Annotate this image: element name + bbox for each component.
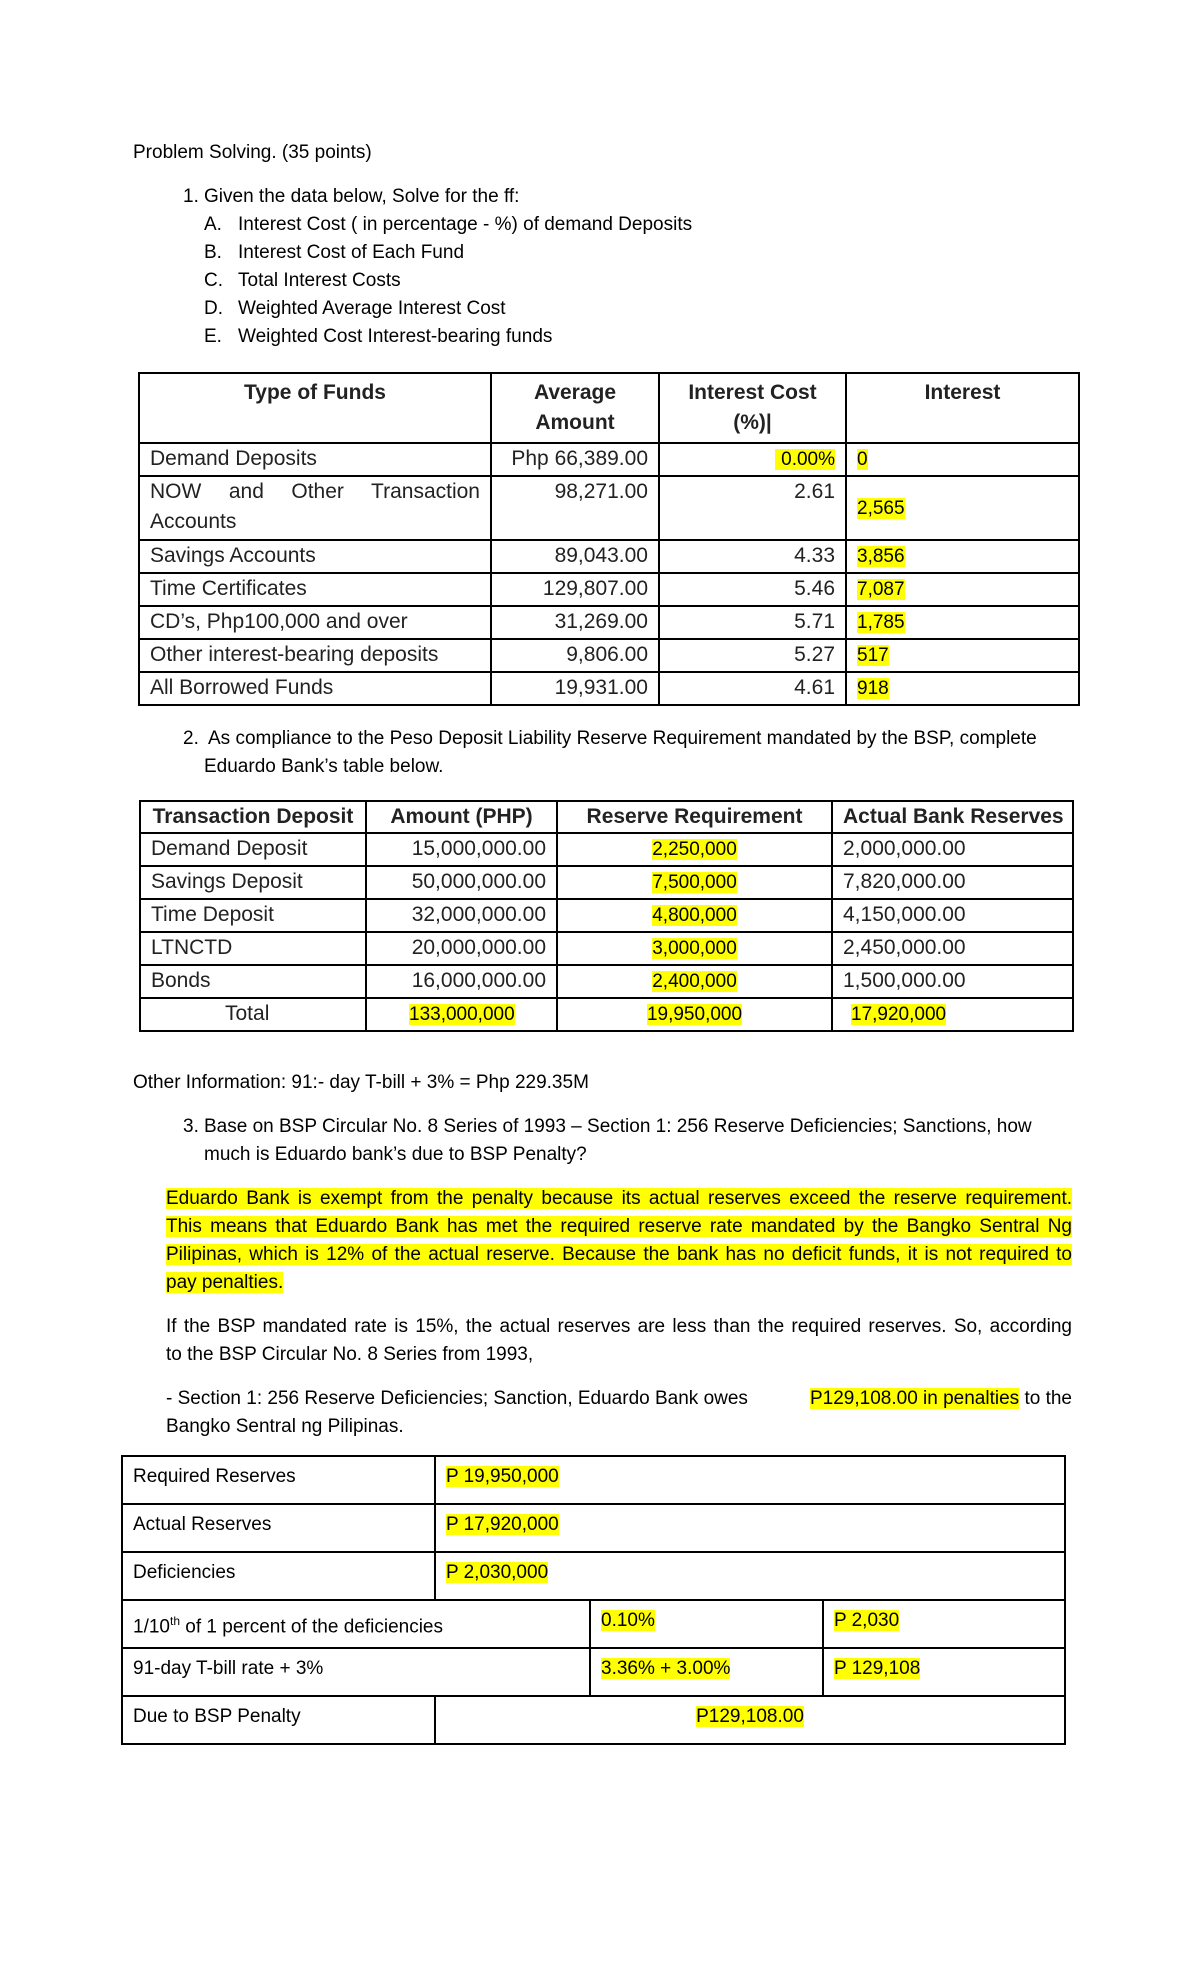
column-header: Transaction Deposit bbox=[140, 801, 366, 833]
column-header: Reserve Requirement bbox=[557, 801, 832, 833]
question-2-number: 2. bbox=[183, 728, 199, 749]
answer-paragraph-1: Eduardo Bank is exempt from the penalty because its actual reserves exceed the reserve requirement. This means that Eduardo Bank has met the required reserve rate mandated by the Bangko Sentral Ng Pilipinas, which is 12% of the actual reserve. Because the bank has no deficit funds, it is not required to pay penalties. bbox=[166, 1188, 1072, 1293]
table-row: All Borrowed Funds 19,931.00 4.61 918 bbox=[139, 672, 1079, 705]
question-3-line-1: Base on BSP Circular No. 8 Series of 1993 – Section 1: 256 Reserve Deficiencies; Sanctions, how bbox=[204, 1116, 1032, 1137]
question-2-line-2: Eduardo Bank’s table below. bbox=[204, 756, 444, 777]
answer-paragraph-2: If the BSP mandated rate is 15%, the actual reserves are less than the required reserves. So, according to the BSP Circular No. 8 Series from 1993, bbox=[166, 1316, 1072, 1365]
column-header: Type of Funds bbox=[139, 373, 491, 443]
list-item: D. Weighted Average Interest Cost bbox=[204, 298, 506, 319]
penalty-table bbox=[121, 1455, 1066, 1745]
funds-table bbox=[138, 372, 1080, 706]
table-row: Deficiencies P 2,030,000 bbox=[122, 1552, 1065, 1600]
table-row: Savings Accounts 89,043.00 4.33 3,856 bbox=[139, 540, 1079, 573]
table-row: Savings Deposit 50,000,000.00 7,500,000 7,820,000.00 bbox=[140, 866, 1073, 899]
list-item: A. Interest Cost ( in percentage - %) of demand Deposits bbox=[204, 214, 693, 235]
column-header: Interest Cost (%)| bbox=[659, 373, 846, 443]
list-item: B. Interest Cost of Each Fund bbox=[204, 242, 465, 263]
other-information: Other Information: 91:- day T-bill + 3% = Php 229.35M bbox=[133, 1072, 589, 1093]
reserve-table bbox=[139, 800, 1074, 1032]
column-header: Amount (PHP) bbox=[366, 801, 557, 833]
table-row: Actual Reserves P 17,920,000 bbox=[122, 1504, 1065, 1552]
table-row: Demand Deposits Php 66,389.00 0.00% 0 bbox=[139, 443, 1079, 476]
answer-paragraph-3: - Section 1: 256 Reserve Deficiencies; Sanction, Eduardo Bank owes P129,108.00 in penalties to the Bangko Sentral ng Pilipinas. bbox=[166, 1388, 1072, 1437]
column-header: Average Amount bbox=[491, 373, 659, 443]
question-3-number: 3. bbox=[183, 1116, 199, 1137]
page-heading: Problem Solving. (35 points) bbox=[133, 142, 372, 163]
table-row: Due to BSP Penalty P129,108.00 bbox=[122, 1696, 1065, 1744]
table-row: CD’s, Php100,000 and over 31,269.00 5.71 1,785 bbox=[139, 606, 1079, 639]
table-row: 1/10th of 1 percent of the deficiencies 0.10% P 2,030 bbox=[122, 1600, 1065, 1648]
list-item: C. Total Interest Costs bbox=[204, 270, 401, 291]
table-row: LTNCTD 20,000,000.00 3,000,000 2,450,000.00 bbox=[140, 932, 1073, 965]
question-1-text: Given the data below, Solve for the ff: bbox=[204, 186, 520, 207]
column-header: Actual Bank Reserves bbox=[832, 801, 1073, 833]
list-item: E. Weighted Cost Interest-bearing funds bbox=[204, 326, 553, 347]
table-row: Required Reserves P 19,950,000 bbox=[122, 1456, 1065, 1504]
question-3-line-2: much is Eduardo bank’s due to BSP Penalty? bbox=[204, 1144, 587, 1165]
question-1-number: 1. bbox=[183, 186, 199, 207]
table-row-total: Total 133,000,000 19,950,000 17,920,000 bbox=[140, 998, 1073, 1031]
table-row: Demand Deposit 15,000,000.00 2,250,000 2,000,000.00 bbox=[140, 833, 1073, 866]
table-row: Time Deposit 32,000,000.00 4,800,000 4,150,000.00 bbox=[140, 899, 1073, 932]
table-row: Time Certificates 129,807.00 5.46 7,087 bbox=[139, 573, 1079, 606]
column-header: Interest bbox=[846, 373, 1079, 443]
table-row: Bonds 16,000,000.00 2,400,000 1,500,000.00 bbox=[140, 965, 1073, 998]
question-2-line-1: As compliance to the Peso Deposit Liability Reserve Requirement mandated by the BSP, complete bbox=[208, 728, 1037, 749]
table-row: NOW and Other Transaction Accounts 98,271.00 2.61 2,565 bbox=[139, 476, 1079, 540]
table-row: Other interest-bearing deposits 9,806.00 5.27 517 bbox=[139, 639, 1079, 672]
question-1-items bbox=[204, 211, 692, 351]
table-row: 91-day T-bill rate + 3% 3.36% + 3.00% P 129,108 bbox=[122, 1648, 1065, 1696]
